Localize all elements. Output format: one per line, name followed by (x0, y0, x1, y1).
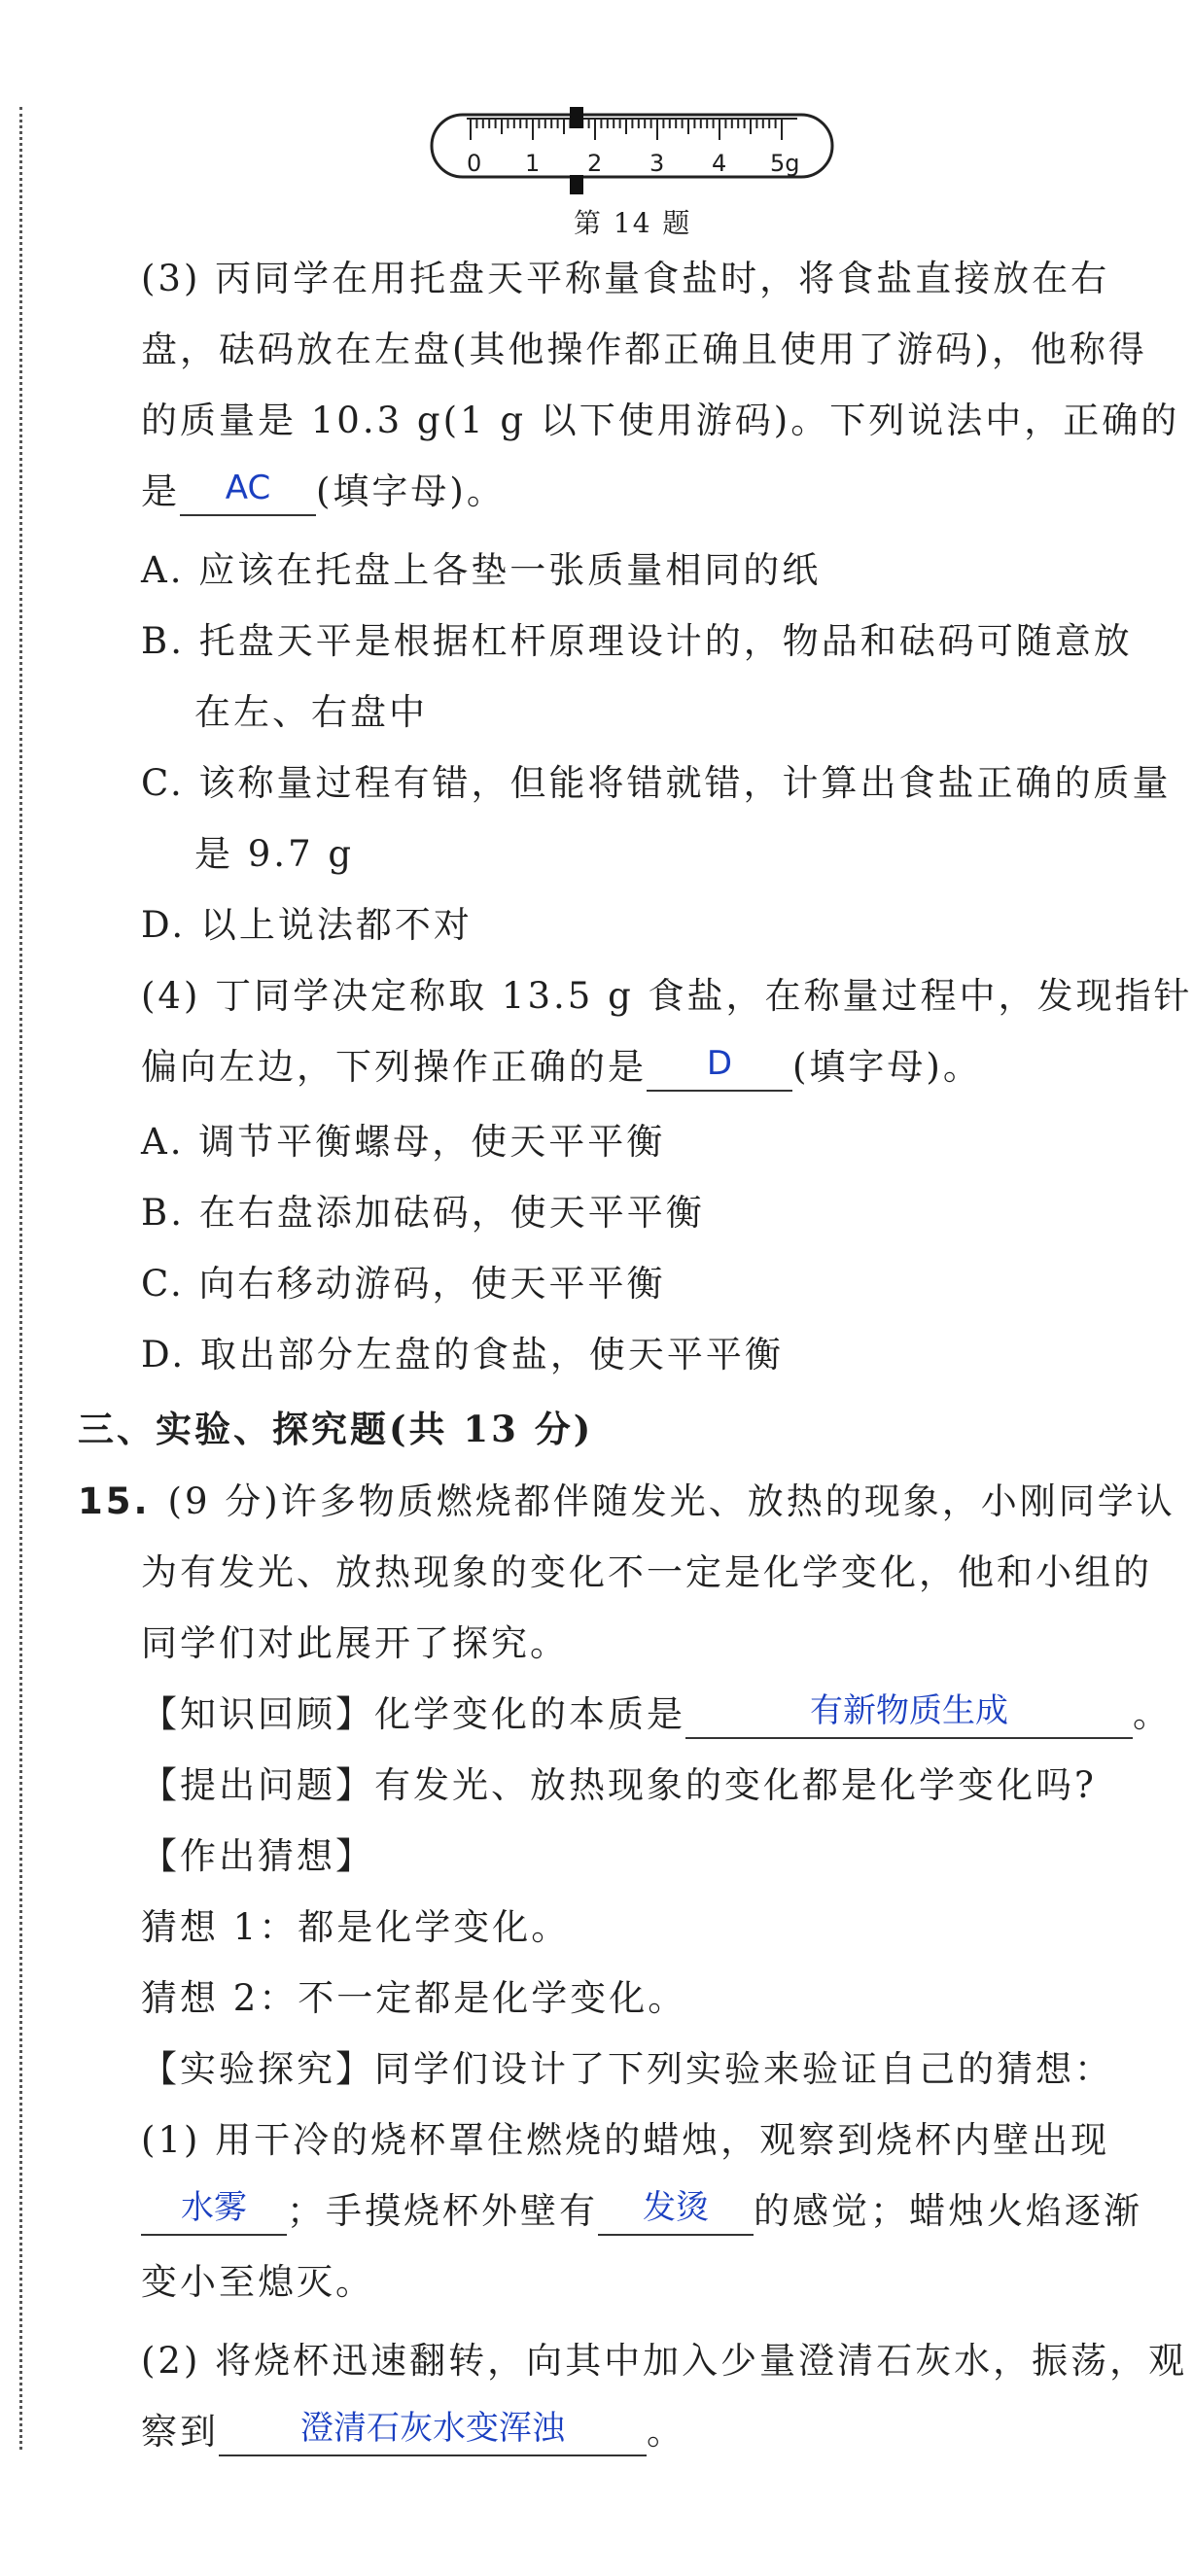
part1-suffix: 的感觉；蜡烛火焰逐渐 (754, 2190, 1142, 2232)
q4-option: C. 向右移动游码，使天平平衡 (141, 1263, 666, 1305)
q3-option: A. 应该在托盘上各垫一张质量相同的纸 (141, 549, 822, 591)
q3-option-continued: 是 9.7 g (194, 833, 355, 875)
q15-first-line (78, 1478, 1175, 1526)
part2-answer-blank[interactable] (219, 2410, 647, 2456)
part1-answer-line (141, 2187, 1142, 2236)
q3-option-continued: 在左、右盘中 (194, 691, 428, 733)
scale-label: 0 (467, 150, 482, 177)
review-answer: 有新物质生成 (810, 1691, 1008, 1730)
review-suffix: 。 (1133, 1693, 1172, 1735)
q4-text-line: (4) 丁同学决定称取 13.5 g 食盐，在称量过程中，发现指针 (141, 975, 1193, 1017)
q4-option: B. 在右盘添加砝码，使天平平衡 (141, 1192, 705, 1234)
review-answer-blank[interactable] (685, 1692, 1133, 1739)
part1-line: 变小至熄灭。 (141, 2261, 374, 2303)
part2-answer: 澄清石灰水变浑浊 (300, 2409, 565, 2448)
figure-caption: 第 14 题 (574, 207, 692, 239)
q3-option: C. 该称量过程有错，但能将错就错，计算出食盐正确的质量 (141, 762, 1172, 804)
scale-label: 1 (525, 150, 541, 177)
review-prefix: 【知识回顾】化学变化的本质是 (141, 1693, 685, 1735)
question-statement: 【提出问题】有发光、放热现象的变化都是化学变化吗? (141, 1764, 1097, 1806)
scale-label: 3 (649, 150, 665, 177)
q3-text-line: 盘，砝码放在左盘(其他操作都正确且使用了游码)，他称得 (141, 329, 1147, 370)
section-title: 三、实验、探究题(共 13 分) (78, 1408, 594, 1450)
q15-text: (9 分)许多物质燃烧都伴随发光、放热的现象，小刚同学认 (167, 1480, 1175, 1522)
balance-scale-figure (428, 107, 836, 194)
q4-option: D. 取出部分左盘的食盐，使天平平衡 (141, 1334, 784, 1375)
scale-label: 5g (770, 150, 800, 177)
q3-answer-blank[interactable] (180, 470, 316, 516)
q4-option: A. 调节平衡螺母，使天平平衡 (141, 1121, 666, 1163)
guess-1: 猜想 1：都是化学变化。 (141, 1906, 571, 1948)
part1-answer-1: 水雾 (181, 2188, 247, 2227)
q3-text-line: (3) 丙同学在用托盘天平称量食盐时，将食盐直接放在右 (141, 258, 1110, 299)
scale-label: 2 (587, 150, 603, 177)
q3-text-line: 的质量是 10.3 g(1 g 以下使用游码)。下列说法中，正确的 (141, 400, 1180, 441)
part2-prefix: 察到 (141, 2411, 219, 2453)
q3-option: D. 以上说法都不对 (141, 904, 473, 946)
q3-answer-line (141, 468, 506, 516)
guess-2: 猜想 2：不一定都是化学变化。 (141, 1977, 687, 2019)
part1-answer-2: 发烫 (643, 2188, 709, 2227)
part1-line: (1) 用干冷的烧杯罩住燃烧的蜡烛，观察到烧杯内壁出现 (141, 2119, 1110, 2161)
q15-text-line: 同学们对此展开了探究。 (141, 1622, 569, 1664)
part2-line: (2) 将烧杯迅速翻转，向其中加入少量澄清石灰水，振荡，观 (141, 2340, 1188, 2382)
q3-prefix: 是 (141, 470, 180, 512)
part1-answer-blank-1[interactable] (141, 2189, 287, 2236)
q15-text-line: 为有发光、放热现象的变化不一定是化学变化，他和小组的 (141, 1551, 1152, 1593)
part2-answer-line (141, 2408, 685, 2456)
part1-mid: ；手摸烧杯外壁有 (287, 2190, 598, 2232)
question-number: 15. (78, 1480, 151, 1522)
q3-answer: AC (225, 469, 271, 507)
q4-answer: D (706, 1044, 733, 1083)
scale-label: 4 (712, 150, 727, 177)
q4-answer-blank[interactable] (647, 1045, 792, 1092)
q4-answer-line (141, 1043, 982, 1092)
q3-suffix: (填字母)。 (316, 470, 506, 512)
q4-suffix: (填字母)。 (792, 1046, 982, 1088)
q4-prefix: 偏向左边，下列操作正确的是 (141, 1046, 647, 1088)
part2-suffix: 。 (647, 2411, 685, 2453)
experiment-intro: 【实验探究】同学们设计了下列实验来验证自己的猜想： (141, 2048, 1113, 2090)
q3-option: B. 托盘天平是根据杠杆原理设计的，物品和砝码可随意放 (141, 620, 1133, 662)
part1-answer-blank-2[interactable] (598, 2189, 754, 2236)
guess-title: 【作出猜想】 (141, 1835, 374, 1877)
page-dotted-border (19, 107, 22, 2450)
knowledge-review-line (141, 1690, 1172, 1739)
